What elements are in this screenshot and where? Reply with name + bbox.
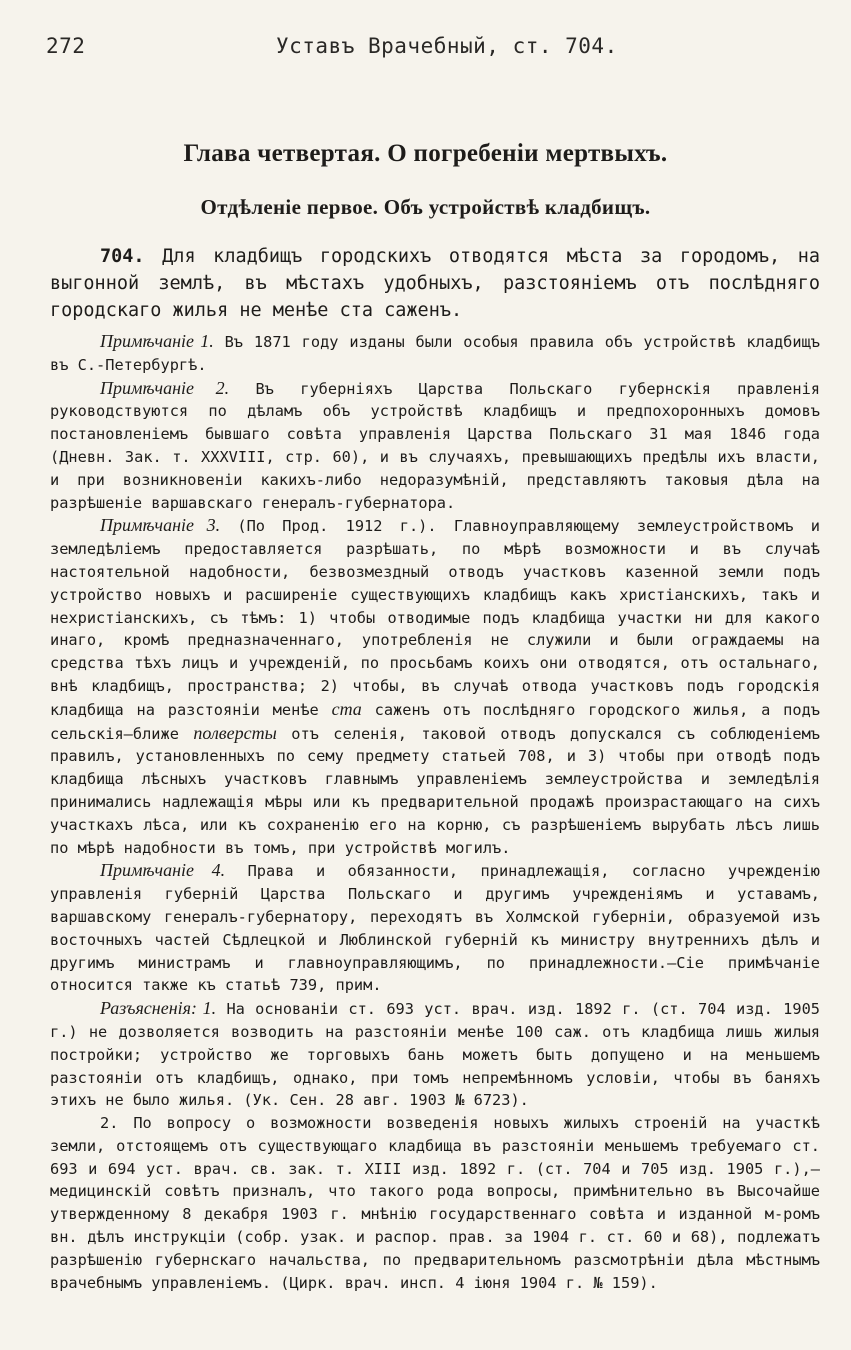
page-body xyxy=(50,243,820,1294)
clarification-2 xyxy=(50,1112,820,1294)
note-4 xyxy=(50,859,820,997)
note-text: Права и обязанности, принадлежащія, согласно учрежденію управленія губерній Царства Польскаго и другимъ учрежденіямъ и уставамъ, варшавскому генералъ-губернатору, переходятъ въ Холмской губерніи, образуемой изъ восточныхъ частей Сѣдлецкой и Люблинской губерній къ министру внутреннихъ дѣлъ и другимъ министрамъ и главноуправляющимъ, по принадлежности.—Сіе примѣчаніе относится также къ статьѣ 739, прим. xyxy=(50,862,821,995)
note-text: Въ губерніяхъ Царства Польскаго губернскія правленія руководствуются по дѣламъ объ устройствѣ кладбищъ и предпохоронныхъ домовъ постановленіемъ бывшаго совѣта управленія Царства Польскаго 31 мая 1846 года (Дневн. Зак. т. XXXVIII, стр. 60), и въ случаяхъ, превышающихъ предѣлы ихъ власти, и при возникновеніи какихъ-либо недоразумѣній, представляютъ таковыя дѣла на разрѣшеніе варшавскаго генералъ-губернатора. xyxy=(50,379,821,512)
note-label: Примѣчаніе 2. xyxy=(100,377,230,398)
article-704 xyxy=(50,243,820,324)
section-title: Отдѣленіе первое. Объ устройствѣ кладбищъ. xyxy=(200,195,651,219)
note-text: (По Прод. 1912 г.). Главноуправляющему землеустройствомъ и земледѣліемъ предоставляется разрѣшать, по мѣрѣ возможности и въ случаѣ настоятельной надобности, безвозмездный отводъ участковъ казенной земли подъ устройство новыхъ и расширеніе существующихъ кладбищъ какъ христіанскихъ, такъ и нехристіанскихъ, съ тѣмъ: 1) чтобы отводимые подъ кладбища участки ни для какого инаго, кромѣ предназначеннаго, употребленія не служили и были ограждаемы на средства тѣхъ лицъ и учрежденій, по просьбамъ коихъ они отводятся, отъ остальнаго, внѣ кладбищъ, пространства; 2) чтобы, въ случаѣ отвода участковъ подъ городскія кладбища на разстояніи менѣе xyxy=(50,517,820,719)
note-1 xyxy=(50,330,820,377)
running-title: Уставъ Врачебный, ст. 704. xyxy=(276,34,618,58)
article-number: 704. xyxy=(100,246,145,267)
note-label: Примѣчаніе 1. xyxy=(100,331,214,351)
clarification-1 xyxy=(50,997,820,1112)
chapter-title: Глава четвертая. О погребеніи мертвыхъ. xyxy=(183,140,668,167)
note-text: саженъ отъ послѣдняго городского жилья, а подъ сельскія—ближе xyxy=(50,700,820,743)
clarification-label: Разъясненія: 1. xyxy=(100,998,217,1019)
note-emphasis: полверсты xyxy=(193,722,277,743)
note-emphasis: ста xyxy=(331,698,362,719)
note-2 xyxy=(50,377,820,515)
page-number: 272 xyxy=(46,34,86,58)
note-label: Примѣчаніе 4. xyxy=(100,860,226,881)
clarification-text: На основаніи ст. 693 уст. врач. изд. 1892 г. (ст. 704 изд. 1905 г.) не дозволяется возводить на разстояніи менѣе 100 саж. отъ кладбища лишь жилыя постройки; устройство же торговыхъ бань можетъ быть допущено и на меньшемъ разстояніи отъ кладбищъ, однако, при томъ непремѣнномъ условіи, чтобы въ баняхъ этихъ не было жилья. (Ук. Сен. 28 авг. 1903 № 6723). xyxy=(50,1000,820,1110)
clarification-text: 2. По вопросу о возможности возведенія новыхъ жилыхъ строеній на участкѣ земли, отстоящемъ отъ существующаго кладбища въ разстояніи меньшемъ требуемаго ст. 693 и 694 уст. врач. св. зак. т. XIII изд. 1892 г. (ст. 704 и 705 изд. 1905 г.),—медицинскій совѣтъ призналъ, что такого рода вопросы, примѣнительно въ Высочайше утвержденному 8 декабря 1903 г. мнѣнію государственнаго совѣта и изданной м-ромъ вн. дѣлъ инструкціи (собр. узак. и распор. прав. за 1904 г. ст. 60 и 68), подлежатъ разрѣшенію губернскаго начальства, по предварительномъ разсмотрѣніи дѣла мѣстнымъ врачебнымъ управленіемъ. (Цирк. врач. инсп. 4 іюня 1904 г. № 159). xyxy=(50,1114,820,1292)
note-label: Примѣчаніе 3. xyxy=(100,515,221,536)
note-text: отъ селенія, таковой отводъ допускался съ соблюденіемъ правилъ, установленныхъ по сему предмету статьей 708, и 3) чтобы при отводѣ подъ кладбища лѣсныхъ участковъ главнымъ управленіемъ землеустройства и земледѣлія принимались надлежащія мѣры или къ предварительной продажѣ произрастающаго на сихъ участкахъ лѣса, или къ сохраненію его на корню, съ разрѣшеніемъ вырубать лѣсъ лишь по мѣрѣ надобности въ томъ, при устройствѣ могилъ. xyxy=(50,724,820,857)
note-3 xyxy=(50,514,820,859)
article-text: Для кладбищъ городскихъ отводятся мѣста за городомъ, на выгонной землѣ, въ мѣстахъ удобныхъ, разстояніемъ отъ послѣдняго городскаго жилья не менѣе ста саженъ. xyxy=(50,246,820,321)
note-text: Въ 1871 году изданы были особыя правила объ устройствѣ кладбищъ въ С.-Петербургѣ. xyxy=(50,333,821,374)
page-header xyxy=(46,34,816,68)
